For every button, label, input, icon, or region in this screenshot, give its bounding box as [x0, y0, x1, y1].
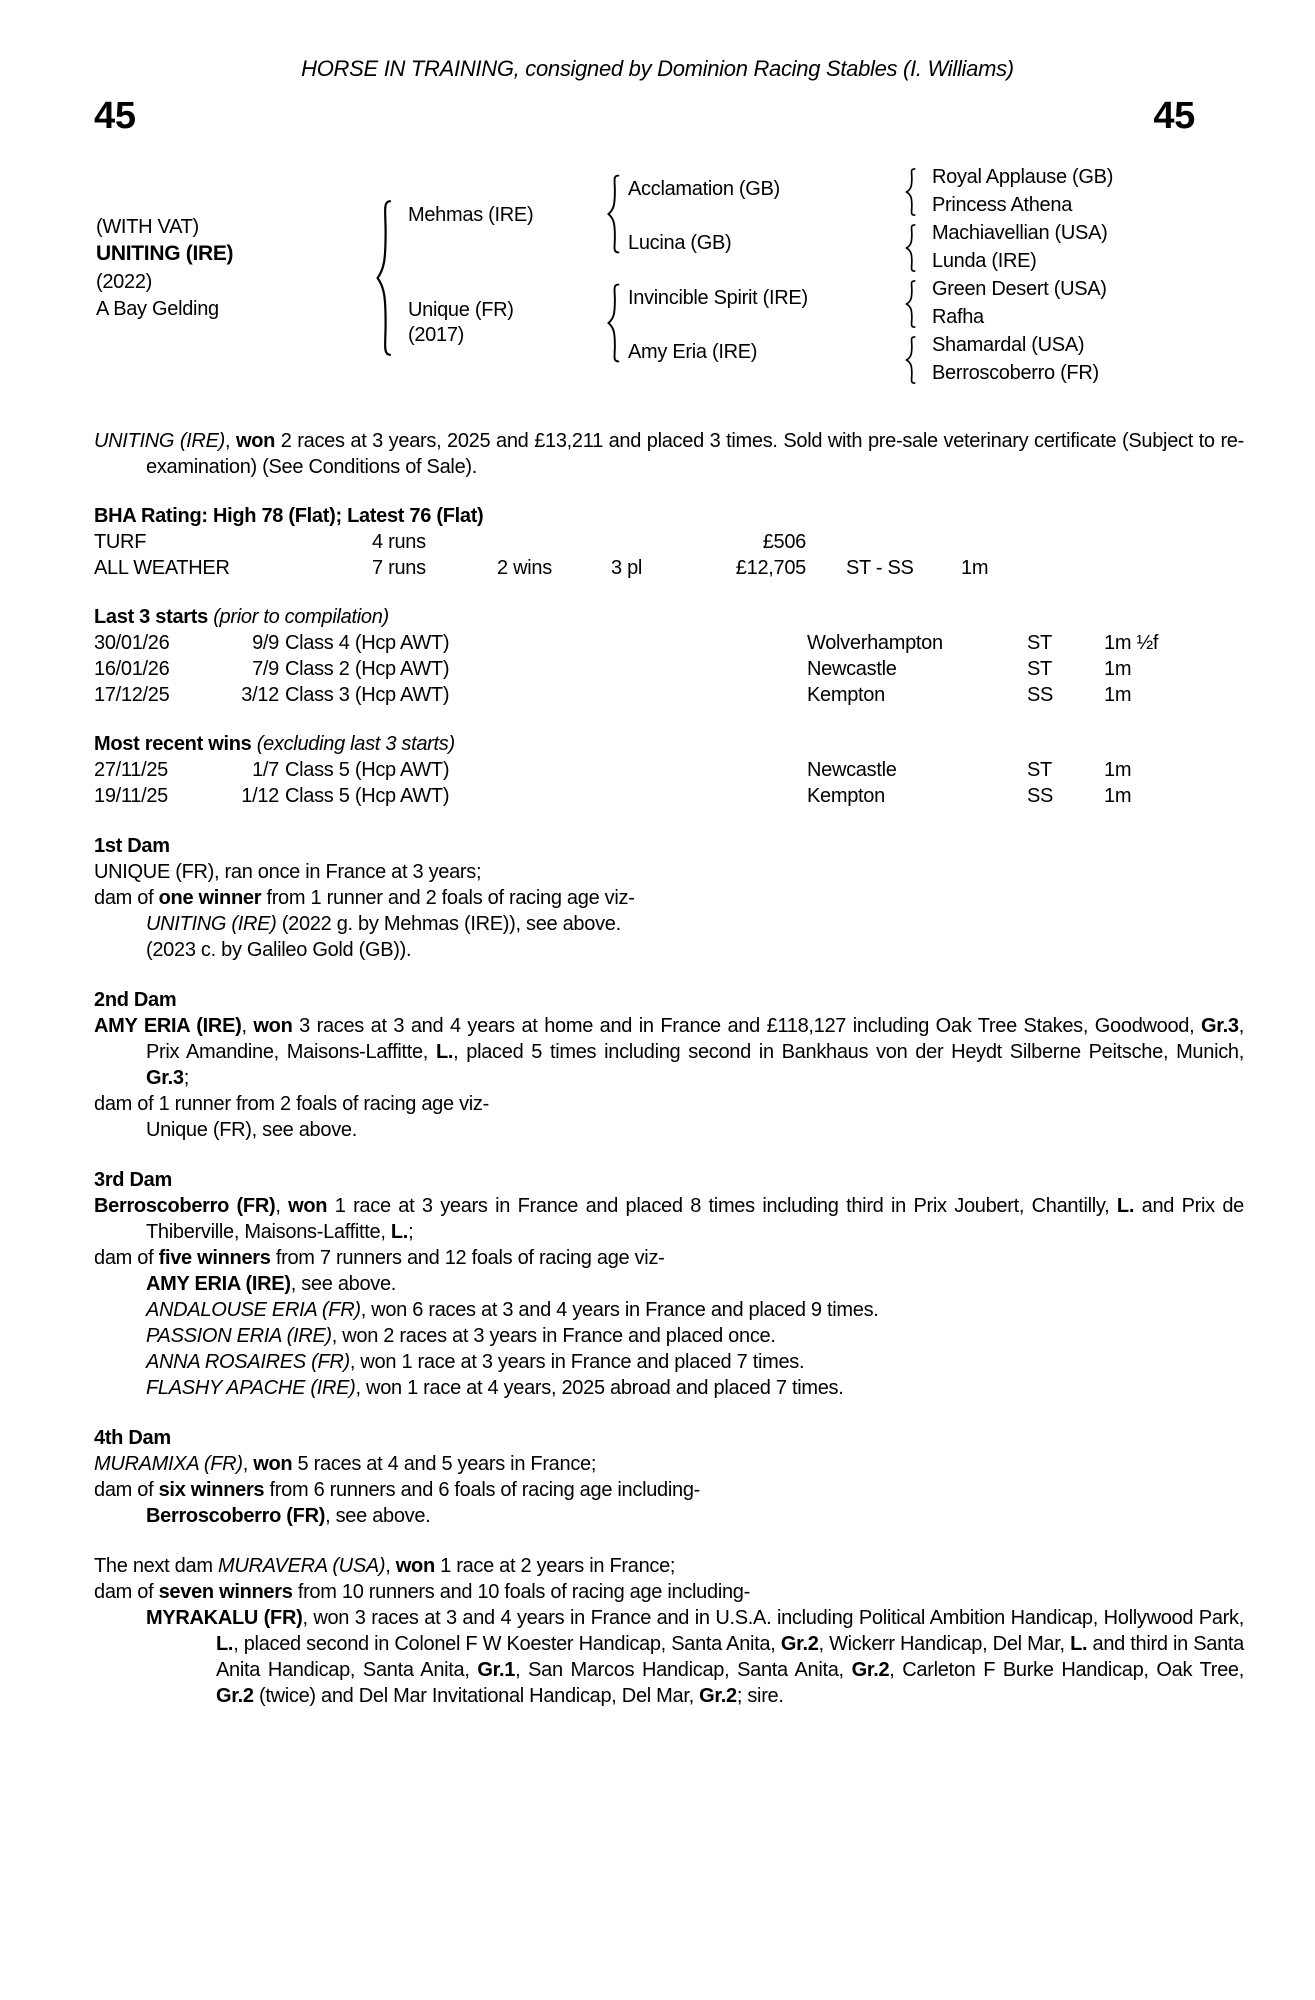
text-segment: won	[253, 1453, 293, 1475]
text-segment: and third in Santa Anita Handicap, Santa Anita,	[216, 1633, 1245, 1681]
dam-heading: 4th Dam	[94, 1427, 171, 1449]
text-segment: ,	[224, 430, 236, 452]
text-segment: ;	[183, 1067, 189, 1089]
text-segment: (twice) and Del Mar Invitational Handicap, Del Mar,	[253, 1685, 700, 1707]
text-segment: UNITING (IRE)	[94, 430, 225, 452]
catalogue-body	[94, 428, 1244, 1709]
pedigree-text-line	[94, 1553, 1244, 1579]
text-segment: , won 6 races at 3 and 4 years in France and placed 9 times.	[360, 1299, 879, 1321]
bha-wins: 2 wins	[497, 557, 552, 579]
bha-row	[94, 529, 1244, 555]
great-grandparent-name: Rafha	[932, 306, 984, 328]
race-position: 1/12	[241, 785, 279, 807]
text-segment: 1 race at 3 years in France and placed 8 times including third in Prix Joubert, Chantilly,	[327, 1195, 1117, 1217]
text-segment: ,	[242, 1453, 254, 1475]
text-segment: Unique (FR), see above.	[146, 1119, 357, 1141]
pedigree-text-line	[94, 1349, 1244, 1375]
text-segment: ,	[275, 1195, 289, 1217]
lot-number-right: 45	[1153, 95, 1195, 137]
text-segment: Berroscoberro (FR)	[94, 1195, 276, 1217]
race-venue: Wolverhampton	[807, 632, 943, 654]
race-position: 1/7	[252, 759, 279, 781]
horse-description: A Bay Gelding	[96, 298, 219, 320]
pedigree-brace-sire	[604, 174, 620, 254]
pedigree-text-line	[94, 1605, 1244, 1709]
dam-heading: 2nd Dam	[94, 989, 177, 1011]
race-going: ST	[1027, 759, 1052, 781]
pedigree-text-line	[94, 1117, 1244, 1143]
grandparent-name: Acclamation (GB)	[628, 178, 780, 200]
bha-surface: ALL WEATHER	[94, 557, 230, 579]
text-segment: Gr.2	[851, 1659, 890, 1681]
pedigree-text-line	[94, 859, 1244, 885]
pedigree-brace-pair	[903, 168, 916, 216]
sire-name: Mehmas (IRE)	[408, 204, 534, 226]
foaling-year: (2022)	[96, 271, 153, 293]
text-segment: won	[253, 1015, 293, 1037]
pedigree-text-line	[94, 1477, 1244, 1503]
pedigree-text-line	[94, 1013, 1244, 1091]
race-venue: Kempton	[807, 785, 885, 807]
race-date: 19/11/25	[94, 785, 168, 807]
dam-heading: 3rd Dam	[94, 1169, 172, 1191]
pedigree-text-line	[94, 1245, 1244, 1271]
last-starts-heading	[94, 604, 1244, 630]
pedigree-brace-main	[372, 198, 392, 358]
great-grandparent-name: Princess Athena	[932, 194, 1073, 216]
text-segment: won	[395, 1555, 435, 1577]
race-row	[94, 783, 1244, 809]
first-dam-section	[94, 833, 1244, 963]
text-segment: Gr.2	[780, 1633, 819, 1655]
second-dam-section	[94, 987, 1244, 1143]
text-segment: AMY ERIA (IRE)	[146, 1273, 291, 1295]
text-segment: won	[288, 1195, 328, 1217]
pedigree-text-line	[94, 937, 1244, 963]
bha-row	[94, 555, 1244, 581]
bha-places: 3 pl	[611, 557, 643, 579]
great-grandparent-name: Shamardal (USA)	[932, 334, 1085, 356]
next-dam-section	[94, 1553, 1244, 1709]
text-segment: dam of	[94, 1247, 159, 1269]
race-class: Class 5 (Hcp AWT)	[285, 759, 450, 781]
bha-earnings: £506	[762, 531, 806, 553]
great-grandparent-name: Green Desert (USA)	[932, 278, 1107, 300]
last-starts-title: Last 3 starts	[94, 606, 208, 628]
race-class: Class 2 (Hcp AWT)	[285, 658, 450, 680]
text-segment: , won 2 races at 3 years in France and placed once.	[331, 1325, 776, 1347]
text-segment: (2022 g. by Mehmas (IRE)), see above.	[276, 913, 621, 935]
race-position: 9/9	[252, 632, 279, 654]
text-segment: dam of	[94, 1479, 159, 1501]
dam-year: (2017)	[408, 324, 465, 346]
pedigree-text-line	[94, 1451, 1244, 1477]
text-segment: , Prix Amandine, Maisons-Laffitte,	[146, 1015, 1245, 1063]
text-segment: 2 races at 3 years, 2025 and £13,211 and placed 3 times. Sold with pre-sale veterinary certificate (Subject to re-examination) (See Conditions of Sale).	[146, 430, 1244, 478]
race-class: Class 4 (Hcp AWT)	[285, 632, 450, 654]
text-segment: Gr.2	[216, 1685, 254, 1707]
pedigree-brace-pair	[903, 224, 916, 272]
race-position: 3/12	[241, 684, 279, 706]
pedigree-text-line	[94, 911, 1244, 937]
bha-distance: 1m	[961, 557, 989, 579]
text-segment: MURAVERA (USA)	[217, 1555, 386, 1577]
great-grandparent-name: Lunda (IRE)	[932, 250, 1037, 272]
race-going: ST	[1027, 632, 1052, 654]
race-distance: 1m ½f	[1104, 632, 1159, 654]
text-segment: ANNA ROSAIRES (FR)	[146, 1351, 350, 1373]
text-segment: , see above.	[290, 1273, 397, 1295]
text-segment: L.	[1116, 1195, 1135, 1217]
recent-wins-subtitle: (excluding last 3 starts)	[251, 733, 455, 755]
text-segment: , won 1 race at 3 years in France and placed 7 times.	[349, 1351, 805, 1373]
text-segment: , Wickerr Handicap, Del Mar,	[818, 1633, 1071, 1655]
text-segment: dam of	[94, 1581, 159, 1603]
bha-distance	[961, 529, 1244, 555]
race-summary-paragraph	[94, 428, 1244, 480]
text-segment: MURAMIXA (FR)	[94, 1453, 243, 1475]
grandparent-name: Amy Eria (IRE)	[628, 341, 758, 363]
recent-wins-section	[94, 731, 1244, 809]
text-segment: , placed second in Colonel F W Koester Handicap, Santa Anita,	[233, 1633, 781, 1655]
text-segment: six winners	[158, 1479, 265, 1501]
text-segment: The next dam	[94, 1555, 218, 1577]
text-segment: UNITING (IRE)	[146, 913, 277, 935]
bha-going: ST - SS	[846, 557, 914, 579]
great-grandparent-name: Royal Applause (GB)	[932, 166, 1114, 188]
text-segment: ,	[241, 1015, 254, 1037]
race-class: Class 5 (Hcp AWT)	[285, 785, 450, 807]
race-row	[94, 757, 1244, 783]
pedigree-chart	[94, 162, 1221, 394]
race-distance: 1m	[1104, 684, 1132, 706]
text-segment: won	[235, 430, 276, 452]
bha-rating-section	[94, 503, 1244, 581]
text-segment: dam of	[94, 887, 159, 909]
text-segment: , won 3 races at 3 and 4 years in France and in U.S.A. including Political Ambition Handicap, Hollywood Park,	[302, 1607, 1244, 1629]
horse-name: UNITING (IRE)	[96, 242, 234, 265]
race-row	[94, 656, 1244, 682]
text-segment: ; sire.	[736, 1685, 784, 1707]
text-segment: (2023 c. by Galileo Gold (GB)).	[146, 939, 412, 961]
pedigree-text-line	[94, 885, 1244, 911]
text-segment: and Prix de Thiberville, Maisons-Laffitte,	[146, 1195, 1245, 1243]
bha-runs: 4 runs	[372, 531, 426, 553]
text-segment: from 7 runners and 12 foals of racing age viz-	[270, 1247, 665, 1269]
text-segment: 5 races at 4 and 5 years in France;	[292, 1453, 597, 1475]
text-segment: L.	[216, 1633, 234, 1655]
text-segment: FLASHY APACHE (IRE)	[146, 1377, 356, 1399]
text-segment: AMY ERIA (IRE)	[94, 1015, 242, 1037]
text-segment: from 10 runners and 10 foals of racing age including-	[292, 1581, 750, 1603]
pedigree-brace-pair	[903, 280, 916, 328]
race-distance: 1m	[1104, 658, 1132, 680]
text-segment: ,	[385, 1555, 396, 1577]
bha-going	[806, 529, 961, 555]
race-row	[94, 630, 1244, 656]
dam-name: Unique (FR)	[408, 299, 514, 321]
text-segment: from 6 runners and 6 foals of racing age including-	[264, 1479, 701, 1501]
bha-places	[611, 529, 676, 555]
text-segment: from 1 runner and 2 foals of racing age viz-	[261, 887, 635, 909]
race-date: 27/11/25	[94, 759, 168, 781]
text-segment: L.	[1070, 1633, 1088, 1655]
bha-surface: TURF	[94, 531, 147, 553]
great-grandparent-name: Berroscoberro (FR)	[932, 362, 1099, 384]
text-segment: , placed 5 times including second in Bankhaus von der Heydt Silberne Peitsche, Munich,	[453, 1041, 1245, 1063]
text-segment: PASSION ERIA (IRE)	[146, 1325, 332, 1347]
pedigree-brace-pair	[903, 336, 916, 384]
pedigree-text-line	[94, 1323, 1244, 1349]
text-segment: MYRAKALU (FR)	[146, 1607, 303, 1629]
text-segment: , see above.	[325, 1505, 431, 1527]
text-segment: ;	[408, 1221, 414, 1243]
race-going: ST	[1027, 658, 1052, 680]
text-segment: Gr.1	[477, 1659, 516, 1681]
pedigree-text-line	[94, 1579, 1244, 1605]
lot-number-row	[94, 96, 1195, 136]
recent-wins-title: Most recent wins	[94, 733, 252, 755]
race-distance: 1m	[1104, 785, 1132, 807]
pedigree-text-line	[94, 1503, 1244, 1529]
race-venue: Newcastle	[807, 759, 897, 781]
text-segment: UNIQUE (FR), ran once in France at 3 years;	[94, 861, 482, 883]
race-position: 7/9	[252, 658, 279, 680]
race-date: 16/01/26	[94, 658, 170, 680]
grandparent-name: Lucina (GB)	[628, 232, 732, 254]
text-segment: seven winners	[158, 1581, 293, 1603]
race-going: SS	[1027, 684, 1054, 706]
recent-wins-heading	[94, 731, 1244, 757]
pedigree-text-line	[94, 1271, 1244, 1297]
vat-note: (WITH VAT)	[96, 216, 199, 238]
bha-wins	[497, 529, 611, 555]
bha-runs: 7 runs	[372, 557, 426, 579]
text-segment: 3 races at 3 and 4 years at home and in France and £118,127 including Oak Tree Stakes, Goodwood,	[292, 1015, 1202, 1037]
pedigree-text-line	[94, 1297, 1244, 1323]
last-starts-section	[94, 604, 1244, 708]
text-segment: 1 race at 2 years in France;	[434, 1555, 676, 1577]
dam-heading: 1st Dam	[94, 835, 170, 857]
text-segment: Gr.2	[699, 1685, 737, 1707]
text-segment: ANDALOUSE ERIA (FR)	[146, 1299, 361, 1321]
page-header: HORSE IN TRAINING, consigned by Dominion Racing Stables (I. Williams)	[301, 56, 1014, 81]
race-venue: Kempton	[807, 684, 885, 706]
text-segment: , San Marcos Handicap, Santa Anita,	[515, 1659, 852, 1681]
text-segment: , Carleton F Burke Handicap, Oak Tree,	[889, 1659, 1244, 1681]
pedigree-text-line	[94, 1375, 1244, 1401]
text-segment: , won 1 race at 4 years, 2025 abroad and placed 7 times.	[355, 1377, 844, 1399]
race-row	[94, 682, 1244, 708]
race-date: 30/01/26	[94, 632, 170, 654]
great-grandparent-name: Machiavellian (USA)	[932, 222, 1108, 244]
text-segment: five winners	[158, 1247, 271, 1269]
text-segment: L.	[390, 1221, 409, 1243]
pedigree-brace-dam	[604, 283, 620, 363]
bha-earnings: £12,705	[735, 557, 806, 579]
pedigree-text-line	[94, 1091, 1244, 1117]
last-starts-subtitle: (prior to compilation)	[207, 606, 389, 628]
third-dam-section	[94, 1167, 1244, 1401]
text-segment: L.	[435, 1041, 454, 1063]
text-segment: Gr.3	[1201, 1015, 1239, 1037]
text-segment: one winner	[158, 887, 262, 909]
bha-rating-heading: BHA Rating: High 78 (Flat); Latest 76 (Flat)	[94, 505, 484, 527]
race-venue: Newcastle	[807, 658, 897, 680]
race-date: 17/12/25	[94, 684, 170, 706]
race-distance: 1m	[1104, 759, 1132, 781]
lot-number-left: 45	[94, 95, 136, 137]
text-segment: Gr.3	[146, 1067, 184, 1089]
pedigree-text-line	[94, 1193, 1244, 1245]
fourth-dam-section	[94, 1425, 1244, 1529]
race-class: Class 3 (Hcp AWT)	[285, 684, 450, 706]
text-segment: dam of 1 runner from 2 foals of racing age viz-	[94, 1093, 489, 1115]
grandparent-name: Invincible Spirit (IRE)	[628, 287, 808, 309]
text-segment: Berroscoberro (FR)	[146, 1505, 326, 1527]
race-going: SS	[1027, 785, 1054, 807]
